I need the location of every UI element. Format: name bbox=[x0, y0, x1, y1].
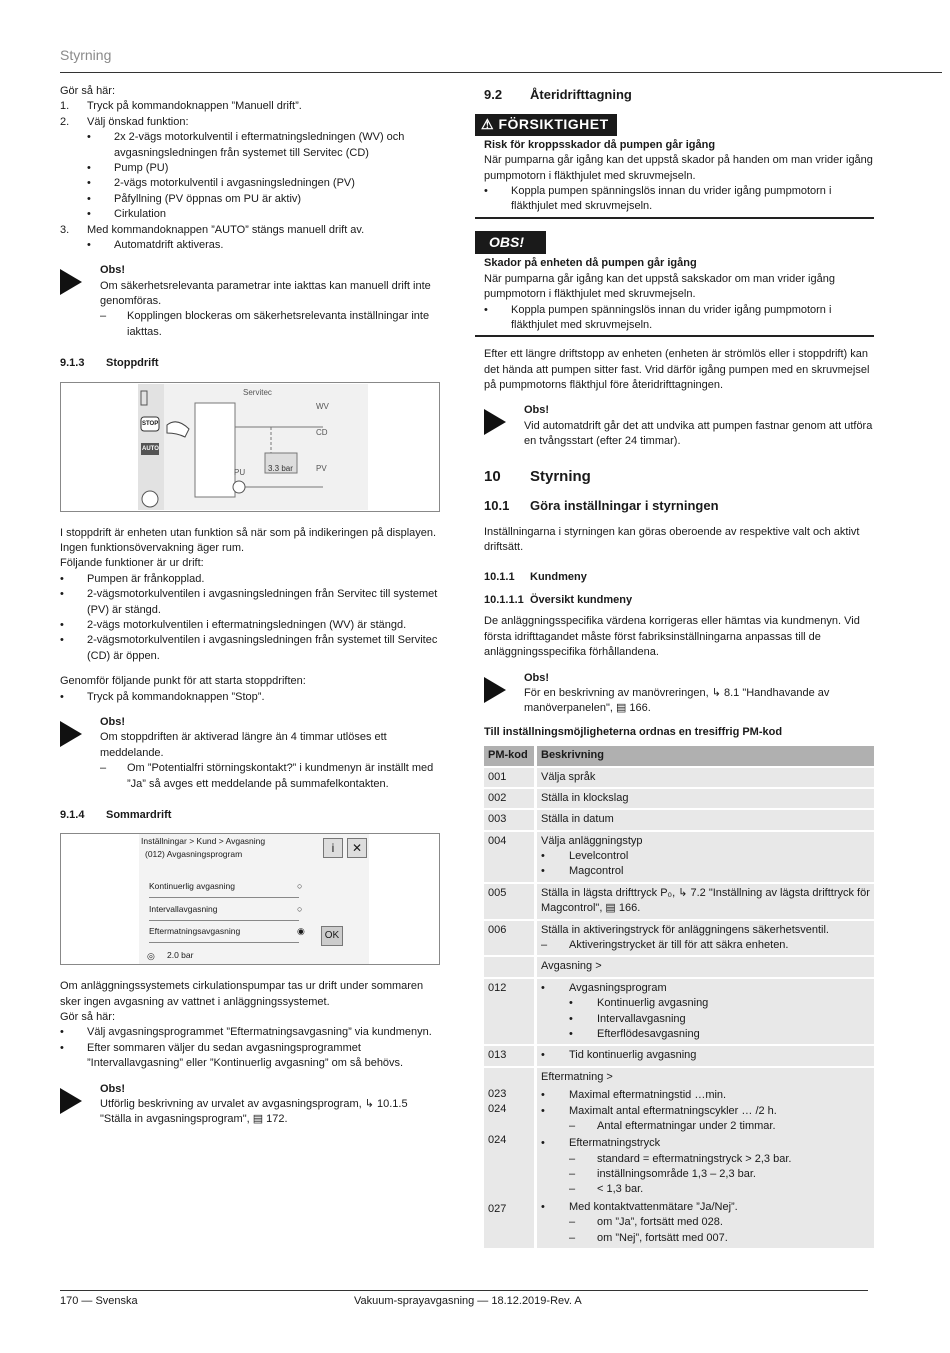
list-item: • Välj avgasningsprogrammet ”Eftermatningsavgasning” via kundmenyn. bbox=[60, 1026, 432, 1039]
table-row: 004 Välja anläggningstyp • Levelcontrol • Magcontrol bbox=[484, 832, 874, 882]
note-arrow-icon bbox=[60, 1082, 100, 1128]
fig-label-servitec: Servitec bbox=[243, 387, 272, 397]
section-heading-101: 10.1 Göra inställningar i styrningen bbox=[484, 497, 719, 513]
paragraph: Inställningarna i styrningen kan göras oberoende av respektive valt och aktivt driftsätt. bbox=[484, 525, 860, 554]
list-item: • Cirkulation bbox=[87, 208, 166, 221]
section-heading-914: 9.1.4 Sommardrift bbox=[60, 808, 172, 821]
section-heading-913: 9.1.3 Stoppdrift bbox=[60, 357, 159, 370]
note-block: Obs! Utförlig beskrivning av urvalet av avgasningsprogram, ↳ 10.1.5 "Ställa in avgasningsprogram", ▤ 172. bbox=[60, 1082, 440, 1128]
fig-subtitle: (012) Avgasningsprogram bbox=[145, 849, 243, 860]
option-continuous: Kontinuerlig avgasning bbox=[149, 881, 236, 892]
radio-selected-icon: ◉ bbox=[297, 926, 305, 937]
option-interval: Intervallavgasning bbox=[149, 904, 218, 915]
footer-rule bbox=[60, 1290, 868, 1291]
summer-mode-figure bbox=[60, 833, 440, 965]
right-column bbox=[481, 84, 874, 1250]
table-row: 013 • Tid kontinuerlig avgasning bbox=[484, 1046, 874, 1065]
list-item: • Tryck på kommandoknappen ”Stop”. bbox=[60, 690, 265, 703]
list-item: • 2-vägsmotorkulventilen i avgasningsledningen från Servitec till systemet (PV) är stängd. bbox=[60, 588, 438, 616]
stop-button-icon: STOP bbox=[142, 420, 159, 427]
fig-label-pv: PV bbox=[316, 463, 327, 473]
footer-doc: Vakuum-sprayavgasning — 18.12.2019-Rev. A bbox=[354, 1295, 582, 1307]
fig-pressure: 2.0 bar bbox=[167, 950, 194, 961]
section-heading-10111: 10.1.1.1 Översikt kundmeny bbox=[484, 593, 633, 606]
note-arrow-icon bbox=[60, 715, 100, 792]
left-column bbox=[60, 84, 440, 1136]
notice-badge: OBS! bbox=[475, 231, 546, 255]
table-row: 023 024 024 027 Eftermatning > • Maximal eftermatningstid …min. • Maximalt antal eftermatningscykler … /2 h. – Antal eftermatningar under 2 timmar. • Eftermatningstryck – standard = eftermatningstryck > 2,3 bar. – inställningsområde 1,3 – 2,3 bar. – < 1,3 bar. • Med kontaktvattenmätare ”Ja/Nej”. – om ”Ja”, fortsätt med 028. – om ”Nej”, fortsätt med 007. bbox=[484, 1068, 874, 1248]
note-block: Obs! Vid automatdrift går det att undvika att pumpen fastnar genom att utföra en tvångsstart (efter 24 timmar). bbox=[484, 403, 874, 449]
intro-text: Gör så här: bbox=[60, 85, 116, 97]
radio-icon: ○ bbox=[297, 881, 303, 892]
paragraph: Genomför följande punkt för att starta stoppdriften: bbox=[60, 675, 306, 688]
fig-label-wv: WV bbox=[316, 401, 329, 411]
list-item: • 2-vägs motorkulventilen i eftermatningsledningen (WV) är stängd. bbox=[60, 618, 407, 631]
pm-code-table bbox=[484, 744, 874, 1250]
list-item: • Pump (PU) bbox=[87, 161, 169, 174]
table-row: 006 Ställa in aktiveringstryck för anläggningens säkerhetsventil. – Aktiveringstrycket är till för att säkra enheten. bbox=[484, 921, 874, 956]
list-item: • 2-vägsmotorkulventilen i avgasningsledningen från systemet till Servitec (CD) är öppen. bbox=[60, 634, 438, 662]
table-header-row: PM-kod Beskrivning bbox=[484, 746, 874, 765]
caution-badge: ⚠ FÖRSIKTIGHET bbox=[475, 114, 617, 136]
list-item: • Påfyllning (PV öppnas om PU är aktiv) bbox=[87, 192, 302, 205]
paragraph: I stoppdrift är enheten utan funktion så när som på indikeringen på displayen. Ingen funktionsövervakning äger rum. bbox=[60, 526, 437, 555]
list-item: • Efter sommaren väljer du sedan avgasningsprogrammet ”Intervallavgasning” eller ”Kontinuerlig avgasning” om så behövs. bbox=[60, 1041, 404, 1070]
note-arrow-icon bbox=[60, 263, 100, 340]
table-row: 005 Ställa in lägsta drifttryck P₀, ↳ 7.2 "Inställning av lägsta drifttryck för Magcontrol", ▤ 166. bbox=[484, 884, 874, 919]
section-heading-1011: 10.1.1 Kundmeny bbox=[484, 570, 587, 583]
ok-button-icon: OK bbox=[321, 926, 343, 946]
note-arrow-icon bbox=[484, 403, 524, 449]
fig-breadcrumb: Inställningar > Kund > Avgasning bbox=[141, 836, 266, 847]
note-arrow-icon bbox=[484, 671, 524, 717]
running-header: Styrning bbox=[60, 47, 112, 63]
section-heading-10: 10 Styrning bbox=[484, 467, 591, 485]
stop-mode-figure bbox=[60, 382, 440, 512]
paragraph: Efter ett längre driftstopp av enheten (enheten är strömlös eller i stoppdrift) kan det hända att pumpen sitter fast. Vrid därför igång pumpen med en skruvmejsel på pumpmotorns fläkthjul före återidrifttagningen. bbox=[484, 348, 870, 392]
table-row: 012 • Avgasningsprogram • Kontinuerlig avgasning • Intervallavgasning • Efterflödesavgasning bbox=[484, 979, 874, 1045]
fig-pressure: 3.3 bar bbox=[268, 463, 293, 473]
step-1: 1. Tryck på kommandoknappen ”Manuell drift”. bbox=[60, 100, 302, 113]
list-item: • 2-vägs motorkulventil i avgasningsledningen (PV) bbox=[87, 177, 355, 190]
list-item: • 2x 2-vägs motorkulventil i eftermatningsledningen (WV) och avgasningsledningen från systemet till Servitec (CD) bbox=[87, 131, 405, 159]
fig-label-cd: CD bbox=[316, 427, 328, 437]
close-icon: ✕ bbox=[347, 838, 367, 858]
table-row: 002 Ställa in klockslag bbox=[484, 789, 874, 808]
paragraph: Om anläggningssystemets cirkulationspumpar tas ur drift under sommaren sker ingen avgasning av vattnet i anläggningssystemet. bbox=[60, 980, 424, 1008]
caution-block: ⚠ FÖRSIKTIGHET Risk för kroppsskador då pumpen går igång När pumparna går igång kan det uppstå skador på handen om man vrider igång pumpmotorn i fläkthjulet med skruvmejseln. • Koppla pumpen spänningslös innan du vrider igång pumpmotorn i fläkthjulet med skruvmejseln. bbox=[484, 114, 874, 219]
warning-icon: ⚠ bbox=[481, 116, 495, 133]
paragraph: De anläggningsspecifika värdena korrigeras eller hämtas via kundmenyn. Vid första idrifttagandet måste först fabriksinställningarna anpassas till de anläggningsspecifika förhållandena. bbox=[484, 615, 860, 659]
table-row: Avgasning > bbox=[484, 957, 874, 976]
fig-label-pu: PU bbox=[234, 467, 246, 477]
list-item: • Automatdrift aktiveras. bbox=[87, 238, 224, 251]
step-2: 2. Välj önskad funktion: bbox=[60, 115, 189, 128]
list-item: • Pumpen är frånkopplad. bbox=[60, 572, 205, 585]
note-block: Obs! För en beskrivning av manövreringen, ↳ 8.1 "Handhavande av manöverpanelen", ▤ 166. bbox=[484, 671, 874, 717]
table-caption: Till inställningsmöjligheterna ordnas en tresiffrig PM-kod bbox=[484, 725, 783, 738]
table-row: 003 Ställa in datum bbox=[484, 810, 874, 829]
auto-button-icon: AUTO bbox=[142, 445, 159, 452]
info-icon: i bbox=[323, 838, 343, 858]
radio-icon: ○ bbox=[297, 904, 303, 915]
notice-block: OBS! Skador på enheten då pumpen går igång När pumparna går igång kan det uppstå sakskador om man vrider igång pumpmotorn i fläkthjulet med skruvmejseln. • Koppla pumpen spänningslös innan du vrider igång pumpmotorn i fläkthjulet med skruvmejseln. bbox=[484, 231, 874, 338]
note-block: Obs! Om stoppdriften är aktiverad längre än 4 timmar utlöses ett meddelande. – Om ”Potentialfri störningskontakt?” i kundmenyn är inställt med ”Ja” så avges ett meddelande på summafelkontakten. bbox=[60, 715, 440, 792]
paragraph: Gör så här: bbox=[60, 1011, 116, 1024]
gauge-icon: ◎ bbox=[147, 951, 155, 962]
step-3: 3. Med kommandoknappen ”AUTO” stängs manuell drift av. bbox=[60, 223, 365, 236]
section-heading-92: 9.2 Återidrifttagning bbox=[484, 87, 632, 102]
header-rule bbox=[60, 72, 942, 73]
paragraph: Följande funktioner är ur drift: bbox=[60, 557, 204, 570]
note-block: Obs! Om säkerhetsrelevanta parametrar inte iakttas kan manuell drift inte genomföras. – Kopplingen blockeras om säkerhetsrelevanta inställningar inte iakttas. bbox=[60, 263, 440, 340]
table-row: 001 Välja språk bbox=[484, 768, 874, 787]
footer-page: 170 — Svenska bbox=[60, 1295, 138, 1307]
option-topup: Eftermatningsavgasning bbox=[149, 926, 241, 937]
